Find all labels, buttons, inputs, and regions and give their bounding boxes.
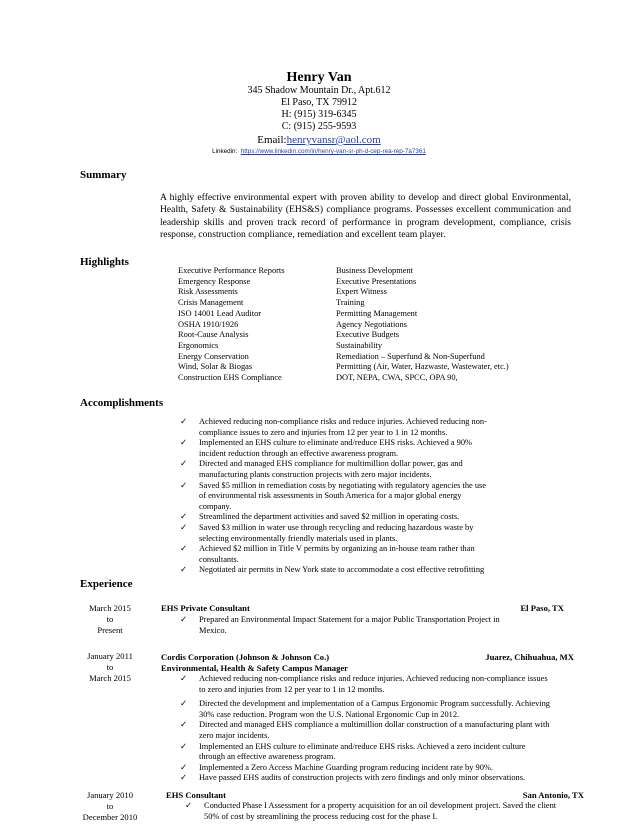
section-heading-highlights: Highlights — [80, 256, 129, 268]
summary-text: A highly effective environmental expert with proven ability to develop and direct global Environmental, Health, Safety & Sustainability (EHS&S) compliance programs. Possesses excellent communication and leadership skills and proven track record of performance in program development, compliance, crisis response, construction compliance, remediation and excellent team player. — [160, 192, 571, 240]
job-company: Cordis Corporation (Johnson & Johnson Co.) — [161, 652, 330, 662]
email-line — [0, 134, 638, 147]
checkmark-icon: ✓ — [180, 522, 188, 532]
address-line-1: 345 Shadow Mountain Dr., Apt.612 — [247, 85, 391, 96]
job-date-to: March 2015 — [89, 673, 131, 684]
bullet-item — [180, 742, 595, 763]
job-date-to-word: to — [106, 614, 114, 625]
email-label: Email: — [257, 134, 287, 146]
bullet-text-line: Directed and managed EHS compliance for multimillion dollar power, gas and — [199, 459, 463, 469]
highlight-item: Emergency Response — [178, 276, 251, 286]
highlight-item: Training — [336, 298, 365, 308]
checkmark-icon: ✓ — [180, 544, 188, 554]
bullet-item — [180, 615, 580, 636]
bullet-item — [180, 523, 540, 544]
bullet-item — [180, 674, 595, 695]
job-date-to: December 2010 — [82, 812, 138, 823]
job-company: EHS Consultant — [166, 790, 226, 800]
highlight-item: OSHA 1910/1926 — [178, 319, 239, 329]
bullet-item — [180, 544, 540, 565]
bullet-item — [180, 459, 540, 480]
job-dates — [75, 603, 145, 637]
bullet-text-line: company. — [199, 501, 232, 511]
section-heading-experience: Experience — [80, 578, 133, 590]
job-date-from: January 2010 — [86, 790, 134, 800]
highlight-item: Sustainability — [336, 340, 383, 350]
job-date-to: Present — [97, 625, 123, 636]
highlight-item: Executive Budgets — [336, 330, 400, 340]
checkmark-icon: ✓ — [180, 512, 188, 522]
highlight-item: Expert Witness — [336, 287, 387, 297]
bullet-item — [180, 438, 540, 459]
bullet-text-line: consultants. — [199, 554, 239, 564]
cell-phone: C: (915) 255-9593 — [281, 121, 357, 132]
bullet-text-line: selecting environmentally friendly materials used in plants. — [199, 533, 398, 543]
highlight-item: Business Development — [336, 266, 413, 275]
job-bullets — [185, 801, 605, 822]
checkmark-icon: ✓ — [180, 565, 188, 575]
bullet-text-line: Negotiated air permits in New York state to accommodate a cost effective retrofitting — [199, 565, 485, 575]
checkmark-icon: ✓ — [185, 801, 193, 810]
highlight-item: Risk Assessments — [178, 287, 238, 297]
job-bullets — [180, 615, 580, 636]
bullet-text-line: Implemented a Zero Access Machine Guarding program reducing incident rate by 90%. — [199, 762, 493, 772]
bullet-text-line: Achieved $2 million in Title V permits by organizing an in-house team rather than — [199, 544, 475, 554]
home-phone: H: (915) 319-6345 — [281, 109, 357, 120]
bullet-text-line: Implemented an EHS culture to eliminate and/reduce EHS risks. Achieved a 90% — [199, 438, 473, 448]
section-heading-summary: Summary — [80, 169, 127, 181]
highlight-item: Energy Conservation — [178, 351, 249, 361]
bullet-text-line: Prepared an Environmental Impact Statement for a major Public Transportation Project in — [199, 615, 500, 624]
job-dates — [75, 790, 145, 824]
highlights-left-column — [178, 266, 285, 384]
checkmark-icon: ✓ — [180, 773, 188, 783]
checkmark-icon: ✓ — [180, 480, 188, 490]
bullet-text-line: through an effective awareness program. — [199, 752, 336, 762]
address-line-2: El Paso, TX 79912 — [281, 97, 357, 108]
bullet-text-line: Conducted Phase I Assessment for a property acquisition for an oil development project. Saved the client — [204, 801, 557, 810]
bullet-text-line: Mexico. — [199, 625, 227, 635]
highlight-item: Executive Performance Reports — [178, 266, 285, 275]
bullet-text-line: 30% case reduction. Program won the U.S. National Ergonomic Cup in 2012. — [199, 709, 460, 719]
checkmark-icon: ✓ — [180, 699, 188, 709]
job-date-from: January 2011 — [87, 651, 133, 661]
bullet-item — [180, 512, 540, 523]
bullet-text-line: incident reduction through an effective awareness program. — [199, 448, 399, 458]
job-date-to-word: to — [106, 662, 114, 673]
job-title: Environmental, Health & Safety Campus Manager — [161, 663, 348, 673]
bullet-text-line: Achieved reducing non-compliance risks and reduce injuries. Achieved reducing non-compliance issues — [199, 674, 548, 683]
bullet-item — [180, 417, 540, 438]
bullet-item — [180, 773, 595, 784]
bullet-text-line: of environmental risk assessments in South America for a major global energy — [199, 491, 462, 501]
job-location: Juarez, Chihuahua, MX — [485, 652, 574, 662]
bullet-text-line: Saved $3 million in water use through recycling and reducing hazardous waste by — [199, 522, 474, 532]
section-heading-accomplishments: Accomplishments — [80, 397, 164, 409]
checkmark-icon: ✓ — [180, 720, 188, 730]
highlight-item: Executive Presentations — [336, 276, 417, 286]
highlight-item: Ergonomics — [178, 340, 219, 350]
bullet-item — [180, 481, 540, 513]
highlights-right-column — [336, 266, 509, 384]
bullet-text-line: Directed and managed EHS compliance a multimillion dollar construction of a manufacturing plant with — [199, 720, 550, 730]
highlight-item: Construction EHS Compliance — [178, 373, 282, 383]
job-location: El Paso, TX — [520, 603, 564, 613]
bullet-text-line: manufacturing plants construction projects with zero major incidents. — [199, 469, 432, 479]
highlight-item: Permitting (Air, Water, Hazwaste, Wastewater, etc.) — [336, 362, 509, 372]
bullet-item — [180, 763, 595, 774]
highlight-item: Crisis Management — [178, 298, 244, 308]
bullet-text-line: Implemented an EHS culture to eliminate and/reduce EHS risks. Achieved a zero incident culture — [199, 741, 526, 751]
checkmark-icon: ✓ — [180, 417, 188, 426]
bullet-text-line: Saved $5 million in remediation costs by negotiating with regulatory agencies the use — [199, 480, 487, 490]
job-date-from: March 2015 — [89, 603, 131, 613]
bullet-text-line: zero major incidents. — [199, 730, 270, 740]
highlight-item: Remediation – Superfund & Non-Superfund — [336, 351, 485, 361]
checkmark-icon: ✓ — [180, 459, 188, 469]
bullet-text-line: Streamlined the department activities and saved $2 million in operating costs. — [199, 512, 460, 522]
highlight-item: Wind, Solar & Biogas — [178, 362, 253, 372]
email-link[interactable]: henryvansr@aol.com — [286, 134, 381, 146]
bullet-text-line: Have passed EHS audits of construction projects with zero findings and only minor observations. — [199, 773, 526, 783]
job-location: San Antonio, TX — [522, 790, 584, 800]
bullet-text-line: compliance issues to zero and injuries from 12 per year to 1 in 12 months. — [199, 427, 448, 437]
checkmark-icon: ✓ — [180, 762, 188, 772]
highlight-item: Root-Cause Analysis — [178, 330, 249, 340]
bullet-item — [180, 565, 540, 576]
bullet-text-line: Achieved reducing non-compliance risks and reduce injuries. Achieved reducing non- — [199, 417, 487, 426]
checkmark-icon: ✓ — [180, 438, 188, 448]
linkedin-line — [0, 148, 638, 156]
linkedin-link[interactable]: https://www.linkedin.com/in/henry-van-sr-ph-d-cep-rea-rep-7a7361 — [240, 148, 426, 155]
accomplishments-list — [180, 417, 540, 576]
highlight-item: Permitting Management — [336, 308, 418, 318]
linkedin-label: Linkedin: — [212, 148, 238, 155]
job-company: EHS Private Consultant — [161, 603, 250, 613]
checkmark-icon: ✓ — [180, 615, 188, 624]
bullet-text-line: to zero and injuries from 12 per year to 1 in 12 months. — [199, 684, 385, 694]
highlight-item: Agency Negotiations — [336, 319, 407, 329]
checkmark-icon: ✓ — [180, 741, 188, 751]
bullet-text-line: 50% of cost by streamlining the process reducing cost for the phase I. — [204, 811, 438, 821]
bullet-item — [180, 699, 595, 720]
highlight-item: DOT, NEPA, CWA, SPCC, OPA 90, — [336, 373, 458, 383]
bullet-item — [185, 801, 605, 822]
bullet-item — [180, 720, 595, 741]
checkmark-icon: ✓ — [180, 674, 188, 683]
job-dates — [75, 651, 145, 685]
resume-name: Henry Van — [286, 70, 352, 85]
highlight-item: ISO 14001 Lead Auditor — [178, 308, 262, 318]
job-date-to-word: to — [106, 801, 114, 812]
job-bullets — [180, 674, 595, 784]
bullet-text-line: Directed the development and implementation of a Campus Ergonomic Program successfully. Achieving — [199, 699, 550, 709]
